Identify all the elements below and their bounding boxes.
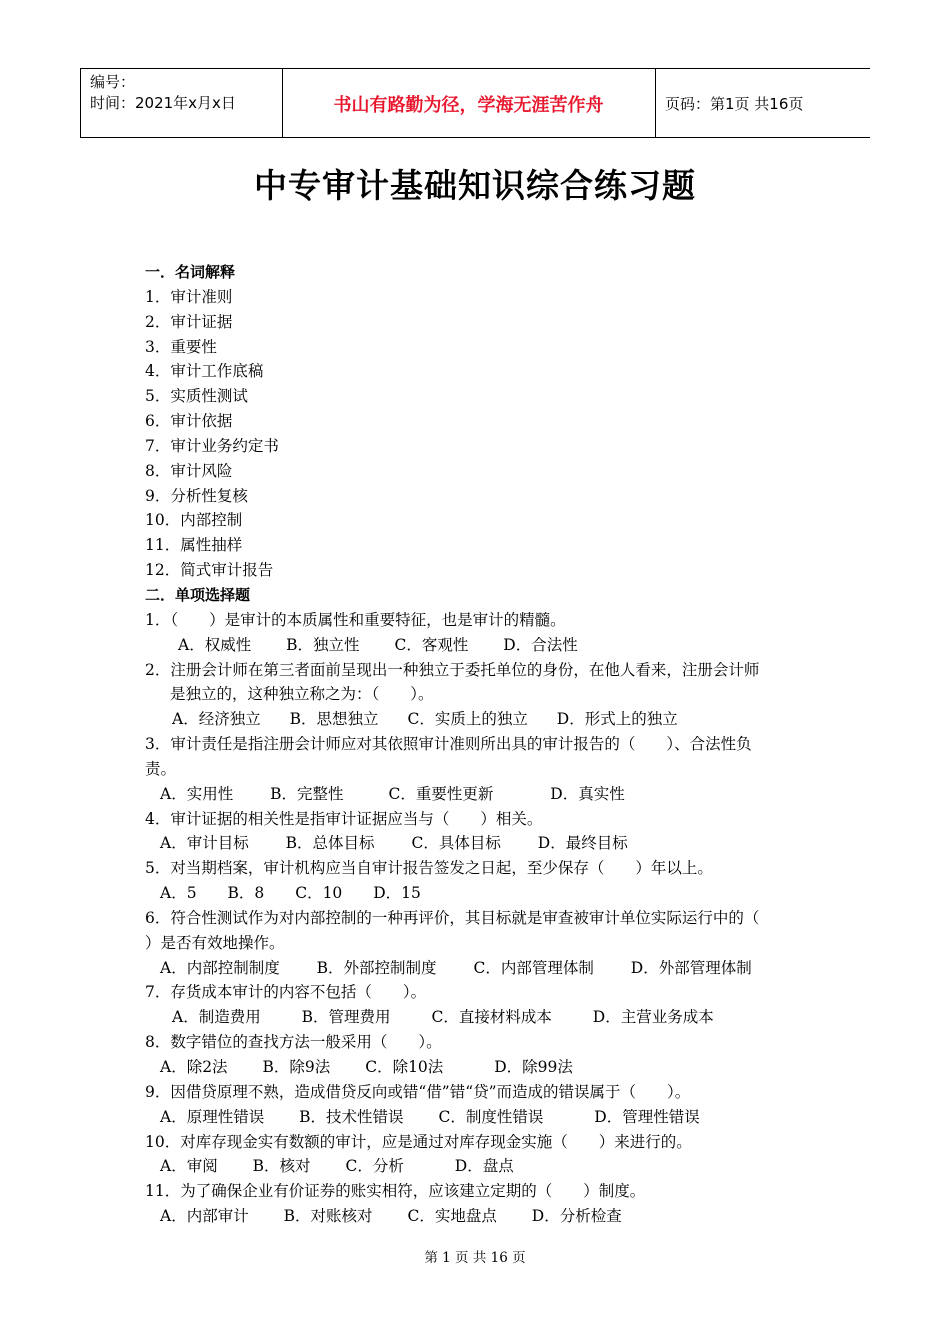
option: D．真实性	[550, 784, 625, 803]
option: C．除10法	[365, 1058, 444, 1076]
question-options	[145, 831, 825, 856]
term-item: 8．审计风险	[145, 461, 233, 480]
header-motto: 书山有路勤为径，学海无涯苦作舟	[333, 95, 604, 116]
page-header-table	[80, 68, 870, 138]
option: D．合法性	[503, 635, 578, 654]
option: C．制度性错误	[438, 1107, 544, 1126]
option: C．重要性更新	[388, 784, 494, 803]
option: A．权威性	[178, 635, 252, 654]
question-options	[145, 1204, 825, 1229]
option: D．15	[373, 884, 421, 903]
option: B．核对	[252, 1157, 311, 1176]
question-options	[145, 881, 825, 906]
question-text: 2．注册会计师在第三者面前呈现出一种独立于委托单位的身份，在他人看来，注册会计师	[145, 660, 760, 679]
term-item: 3．重要性	[145, 337, 217, 356]
question-options	[145, 782, 825, 807]
term-item: 9．分析性复核	[145, 486, 248, 505]
question-text: 是独立的，这种独立称之为：（ ）。	[170, 685, 434, 704]
question-text: 5．对当期档案，审计机构应当自审计报告签发之日起，至少保存（ ）年以上。	[145, 859, 713, 878]
option: B．对账核对	[283, 1207, 373, 1226]
option: B．完整性	[270, 784, 344, 803]
option: C．10	[295, 884, 343, 903]
question-text: 7．存货成本审计的内容不包括（ ）。	[145, 983, 427, 1002]
term-item: 12．简式审计报告	[145, 561, 274, 580]
option: B．8	[227, 884, 265, 903]
section-heading: 二．单项选择题	[145, 585, 251, 604]
option: C．具体目标	[411, 834, 501, 853]
question-text: 1．（ ）是审计的本质属性和重要特征，也是审计的精髓。	[145, 610, 566, 629]
question-text: 6．符合性测试作为对内部控制的一种再评价，其目标就是审查被审计单位实际运行中的（	[145, 908, 760, 927]
option: B．总体目标	[285, 834, 375, 853]
option: B．思想独立	[289, 710, 379, 729]
option: D．最终目标	[537, 834, 628, 853]
question-options	[145, 1055, 825, 1080]
option: A．经济独立	[172, 710, 261, 729]
header-divider	[80, 69, 81, 137]
question-text: ）是否有效地操作。	[145, 933, 285, 952]
option: A．审计目标	[160, 834, 249, 853]
option: A．原理性错误	[160, 1107, 265, 1126]
question-text: 4．审计证据的相关性是指审计证据应当与（ ）相关。	[145, 809, 543, 828]
option: A．5	[160, 884, 197, 903]
question-options	[145, 707, 825, 732]
term-item: 7．审计业务约定书	[145, 436, 279, 455]
question-options	[145, 956, 825, 981]
option: D．管理性错误	[594, 1107, 700, 1126]
option: C．分析	[345, 1157, 404, 1176]
term-item: 5．实质性测试	[145, 387, 248, 406]
term-item: 11．属性抽样	[145, 536, 243, 555]
time-label: 时间：2021年x月x日	[90, 94, 236, 112]
option: B．除9法	[262, 1058, 331, 1076]
term-item: 6．审计依据	[145, 412, 233, 431]
option: A．审阅	[160, 1157, 218, 1176]
option: C．直接材料成本	[431, 1008, 552, 1027]
option: A．除2法	[160, 1058, 228, 1076]
option: D．外部管理体制	[630, 958, 752, 977]
option: B．技术性错误	[299, 1107, 404, 1126]
option: D．分析检查	[531, 1207, 622, 1226]
document-body	[145, 260, 825, 1229]
question-text: 11．为了确保企业有价证券的账实相符，应该建立定期的（ ）制度。	[145, 1182, 646, 1201]
option: D．盘点	[454, 1157, 514, 1176]
question-text: 责。	[145, 759, 177, 778]
question-text: 3．审计责任是指注册会计师应对其依照审计准则所出具的审计报告的（ ）、合法性负	[145, 735, 752, 754]
question-text: 9．因借贷原理不熟，造成借贷反向或错“借”错“贷”而造成的错误属于（ ）。	[145, 1082, 691, 1101]
option: A．实用性	[160, 784, 234, 803]
question-text: 8．数字错位的查找方法一般采用（ ）。	[145, 1033, 442, 1052]
option: A．内部控制制度	[160, 958, 280, 977]
question-options	[145, 1154, 825, 1179]
question-options	[145, 1005, 825, 1030]
question-text: 10．对库存现金实有数额的审计，应是通过对库存现金实施（ ）来进行的。	[145, 1132, 692, 1151]
serial-label: 编号：	[90, 73, 136, 91]
header-meta	[90, 72, 236, 114]
term-item: 10．内部控制	[145, 511, 243, 530]
page-footer: 第 1 页 共 16 页	[424, 1250, 526, 1266]
term-item: 2．审计证据	[145, 312, 233, 331]
option: C．实质上的独立	[407, 710, 528, 729]
term-item: 1．审计准则	[145, 287, 233, 306]
page-number-label: 页码：第1页 共16页	[665, 95, 804, 113]
option: B．独立性	[286, 635, 360, 654]
option: D．形式上的独立	[556, 710, 678, 729]
header-divider	[655, 69, 656, 137]
option: A．内部审计	[160, 1207, 249, 1226]
document-title: 中专审计基础知识综合练习题	[254, 166, 696, 205]
option: A．制造费用	[172, 1008, 261, 1027]
question-options	[145, 633, 825, 658]
option: C．客观性	[394, 635, 469, 654]
option: C．实地盘点	[407, 1207, 497, 1226]
option: B．管理费用	[301, 1008, 391, 1027]
option: B．外部控制制度	[316, 958, 437, 977]
option: D．主营业务成本	[592, 1008, 714, 1027]
section-heading: 一．名词解释	[145, 263, 236, 281]
option: C．内部管理体制	[473, 958, 594, 977]
option: D．除99法	[494, 1058, 573, 1076]
question-options	[145, 1105, 825, 1130]
term-item: 4．审计工作底稿	[145, 362, 264, 381]
